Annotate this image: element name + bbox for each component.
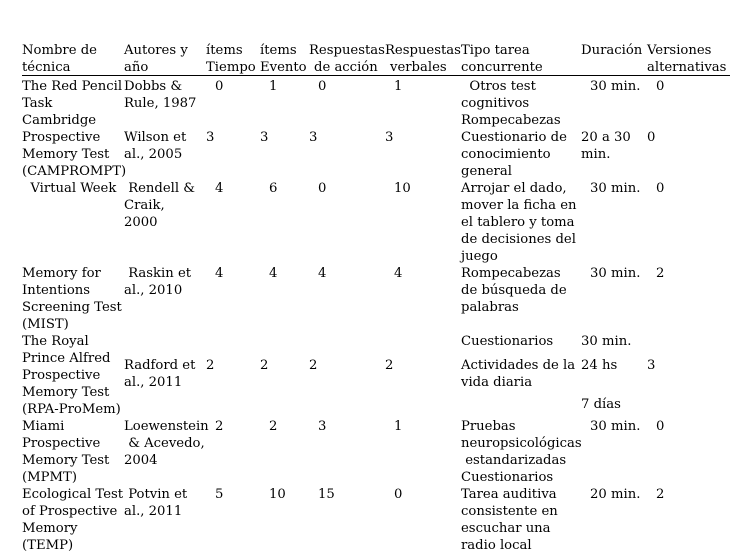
- row1-verbales: 3: [385, 130, 394, 145]
- row4-name-2: Prince Alfred: [22, 351, 111, 366]
- row4-tarea-3: vida diaria: [461, 375, 533, 390]
- row2-authors-1: Rendell &: [124, 181, 196, 196]
- row2-tarea-2: mover la ficha en: [461, 198, 577, 213]
- row5-duracion: 30 min.: [590, 419, 641, 434]
- header-tecnica-2: técnica: [22, 60, 71, 75]
- row2-name-1: Virtual Week: [22, 181, 117, 196]
- header-items-evento-1: ítems: [260, 43, 297, 58]
- header-duracion: Duración: [581, 43, 643, 58]
- row1-name-4: (CAMPROMPT): [22, 164, 127, 179]
- row5-tarea-4: Cuestionarios: [461, 470, 554, 485]
- header-versiones-2: alternativas: [647, 60, 727, 75]
- row2-versiones: 0: [656, 181, 665, 196]
- row1-authors-2: al., 2005: [124, 147, 183, 162]
- row0-authors-1: Dobbs &: [124, 79, 183, 94]
- row0-tiempo: 0: [215, 79, 224, 94]
- row1-name-2: Prospective: [22, 130, 101, 145]
- row3-verbales: 4: [394, 266, 403, 281]
- header-items-tiempo-1: ítems: [206, 43, 243, 58]
- row6-verbales: 0: [394, 487, 403, 502]
- row5-tarea-2: neuropsicológicas: [461, 436, 582, 451]
- row5-tarea-1: Pruebas: [461, 419, 516, 434]
- row3-evento: 4: [269, 266, 278, 281]
- row4-name-5: (RPA-ProMem): [22, 402, 121, 417]
- row0-verbales: 1: [394, 79, 403, 94]
- row1-name-1: Cambridge: [22, 113, 97, 128]
- row2-verbales: 10: [394, 181, 411, 196]
- header-tecnica-1: Nombre de: [22, 43, 97, 58]
- row3-name-1: Memory for: [22, 266, 101, 281]
- row2-duracion: 30 min.: [590, 181, 641, 196]
- row3-tiempo: 4: [215, 266, 224, 281]
- row1-tarea-3: conocimiento: [461, 147, 551, 162]
- row4-authors-1: Radford et: [124, 358, 196, 373]
- row1-authors-1: Wilson et: [124, 130, 187, 145]
- header-resp-accion-2: de acción: [314, 60, 378, 75]
- header-resp-verbales-2: verbales: [390, 60, 447, 75]
- row2-tarea-5: juego: [461, 249, 498, 264]
- row4-verbales: 2: [385, 358, 394, 373]
- row0-name-1: The Red Pencil: [22, 79, 123, 94]
- header-resp-accion-1: Respuestas: [309, 43, 385, 58]
- row1-duracion-1: 20 a 30: [581, 130, 631, 145]
- row3-tarea-1: Rompecabezas: [461, 266, 561, 281]
- row1-tarea-1: Rompecabezas: [461, 113, 561, 128]
- row4-duracion-2: 24 hs: [581, 358, 618, 373]
- row0-name-2: Task: [22, 96, 53, 111]
- row2-tarea-1: Arrojar el dado,: [461, 181, 567, 196]
- row6-name-1: Ecological Test: [22, 487, 124, 502]
- row1-tarea-4: general: [461, 164, 512, 179]
- row2-tiempo: 4: [215, 181, 224, 196]
- row1-versiones: 0: [647, 130, 656, 145]
- row0-authors-2: Rule, 1987: [124, 96, 197, 111]
- row0-tarea-2: cognitivos: [461, 96, 530, 111]
- row6-evento: 10: [269, 487, 286, 502]
- row6-tarea-1: Tarea auditiva: [461, 487, 557, 502]
- row6-tarea-4: radio local: [461, 538, 532, 553]
- row3-tarea-2: de búsqueda de: [461, 283, 567, 298]
- row4-evento: 2: [260, 358, 269, 373]
- row1-accion: 3: [309, 130, 318, 145]
- row4-duracion-1: 30 min.: [581, 334, 632, 349]
- header-autores-2: año: [124, 60, 149, 75]
- row6-duracion: 20 min.: [590, 487, 641, 502]
- row0-accion: 0: [318, 79, 327, 94]
- row4-name-3: Prospective: [22, 368, 101, 383]
- header-autores-1: Autores y: [124, 43, 188, 58]
- row4-tiempo: 2: [206, 358, 215, 373]
- row2-tarea-3: el tablero y toma: [461, 215, 575, 230]
- row5-name-2: Prospective: [22, 436, 101, 451]
- row3-authors-1: Raskin et: [124, 266, 192, 281]
- row3-authors-2: al., 2010: [124, 283, 183, 298]
- header-versiones-1: Versiones: [647, 43, 712, 58]
- header-tarea-2: concurrente: [461, 60, 543, 75]
- row5-authors-2: & Acevedo,: [124, 436, 205, 451]
- row6-tarea-2: consistente en: [461, 504, 558, 519]
- row0-tarea-1: Otros test: [461, 79, 536, 94]
- row3-accion: 4: [318, 266, 327, 281]
- row3-versiones: 2: [656, 266, 665, 281]
- row6-name-2: of Prospective: [22, 504, 118, 519]
- row5-versiones: 0: [656, 419, 665, 434]
- header-rule: [22, 75, 730, 76]
- row5-name-3: Memory Test: [22, 453, 110, 468]
- row4-versiones: 3: [647, 358, 656, 373]
- row0-duracion: 30 min.: [590, 79, 641, 94]
- row4-name-4: Memory Test: [22, 385, 110, 400]
- row6-name-3: Memory: [22, 521, 78, 536]
- row3-name-4: (MIST): [22, 317, 69, 332]
- row5-authors-1: Loewenstein: [124, 419, 209, 434]
- row1-tiempo: 3: [206, 130, 215, 145]
- row4-tarea-1: Cuestionarios: [461, 334, 554, 349]
- row4-accion: 2: [309, 358, 318, 373]
- row3-name-2: Intentions: [22, 283, 91, 298]
- row5-authors-3: 2004: [124, 453, 158, 468]
- row0-evento: 1: [269, 79, 278, 94]
- row6-authors-2: al., 2011: [124, 504, 183, 519]
- row3-tarea-3: palabras: [461, 300, 519, 315]
- row1-duracion-2: min.: [581, 147, 611, 162]
- row2-authors-3: 2000: [124, 215, 158, 230]
- row6-name-4: (TEMP): [22, 538, 74, 553]
- row4-tarea-2: Actividades de la: [461, 358, 576, 373]
- row2-accion: 0: [318, 181, 327, 196]
- row6-accion: 15: [318, 487, 335, 502]
- row5-name-4: (MPMT): [22, 470, 77, 485]
- row5-name-1: Miami: [22, 419, 65, 434]
- row5-evento: 2: [269, 419, 278, 434]
- row2-evento: 6: [269, 181, 278, 196]
- row3-duracion: 30 min.: [590, 266, 641, 281]
- row1-name-3: Memory Test: [22, 147, 110, 162]
- row0-versiones: 0: [656, 79, 665, 94]
- row5-tiempo: 2: [215, 419, 224, 434]
- row4-duracion-3: 7 días: [581, 397, 621, 412]
- row6-tiempo: 5: [215, 487, 224, 502]
- header-tarea-1: Tipo tarea: [461, 43, 530, 58]
- header-resp-verbales-1: Respuestas: [385, 43, 461, 58]
- row6-tarea-3: escuchar una: [461, 521, 551, 536]
- header-items-evento-2: Evento: [260, 60, 307, 75]
- row6-authors-1: Potvin et: [124, 487, 188, 502]
- row5-accion: 3: [318, 419, 327, 434]
- row1-evento: 3: [260, 130, 269, 145]
- row2-authors-2: Craik,: [124, 198, 165, 213]
- row5-tarea-3: estandarizadas: [461, 453, 567, 468]
- row4-authors-2: al., 2011: [124, 375, 183, 390]
- row3-name-3: Screening Test: [22, 300, 122, 315]
- row1-tarea-2: Cuestionario de: [461, 130, 567, 145]
- header-items-tiempo-2: Tiempo: [206, 60, 256, 75]
- row5-verbales: 1: [394, 419, 403, 434]
- row2-tarea-4: de decisiones del: [461, 232, 576, 247]
- row4-name-1: The Royal: [22, 334, 89, 349]
- row6-versiones: 2: [656, 487, 665, 502]
